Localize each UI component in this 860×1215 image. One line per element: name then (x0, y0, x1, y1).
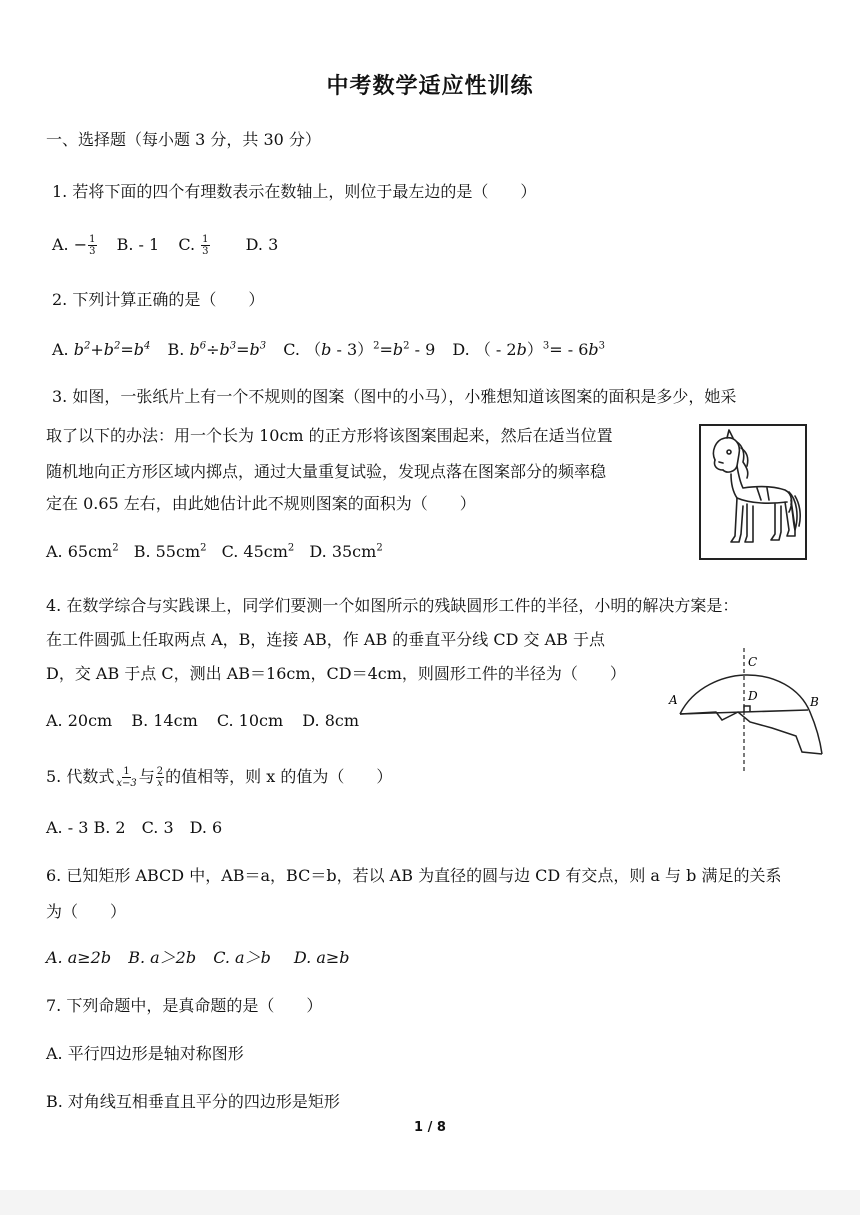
question-6-line-2: 为（ ） (46, 902, 127, 921)
question-1-stem: 1. 若将下面的四个有理数表示在数轴上，则位于最左边的是（ ） (52, 182, 537, 201)
q2-option-c-expr: $(b - 3)^2=b^2 - 9$ (305, 340, 436, 359)
q6-option-d: D. a≥b (293, 948, 350, 967)
q2-option-d-expr: （ - $2b)^3= - 6b^3$ (474, 340, 606, 359)
q6-option-a: A. a≥2b (46, 948, 112, 967)
q5-f1-numerator: 1 (123, 766, 130, 777)
question-6-options (46, 948, 350, 968)
question-4-line-3: D，交 AB 于点 C，测出 AB＝16cm，CD＝4cm，则圆形工件的半径为（ ） (46, 664, 626, 683)
q5-f1-denominator: x−3 (116, 778, 137, 789)
label-b: B (810, 695, 819, 709)
q5-fraction-2 (156, 766, 164, 789)
label-d: D (748, 689, 758, 703)
question-5-options: A. - 3 B. 2 C. 3 D. 6 (46, 818, 223, 837)
q1-option-c-label: C. (178, 235, 196, 254)
q2-option-a-label: A. (52, 340, 69, 359)
question-3-line-4: 定在 0.65 左右，由此她估计此不规则图案的面积为（ ） (46, 494, 476, 513)
question-6-line-1: 6. 已知矩形 ABCD 中，AB＝a，BC＝b，若以 AB 为直径的圆与边 CD 有交点，则 a 与 b 满足的关系 (46, 866, 782, 885)
question-2-stem: 2. 下列计算正确的是（ ） (52, 290, 265, 309)
q1-option-b: B. - 1 (116, 235, 160, 254)
q3-option-d: D. 35cm (309, 542, 377, 561)
broken-circle-figure (664, 640, 836, 780)
question-4-line-1: 4. 在数学综合与实践课上，同学们要测一个如图所示的残缺圆形工件的半径，小明的解决方案是： (46, 596, 739, 615)
question-3-line-3: 随机地向正方形区域内掷点，通过大量重复试验，发现点落在图案部分的频率稳 (46, 462, 607, 481)
q4-option-b: B. 14cm (131, 711, 198, 730)
q1-option-a-fraction (88, 234, 96, 257)
q2-option-d-label: D. (452, 340, 470, 359)
q6-option-b: B. a＞2b (128, 948, 197, 967)
question-7-stem: 7. 下列命题中，是真命题的是（ ） (46, 996, 323, 1015)
question-3-line-1: 3. 如图，一张纸片上有一个不规则的图案（图中的小马），小雅想知道该图案的面积是多少，她采 (52, 387, 737, 406)
q5-prefix: 5. 代数式 (46, 767, 115, 786)
q3-c-superscript: 2 (287, 542, 295, 554)
question-5-stem (46, 764, 392, 790)
question-3-options (46, 542, 383, 562)
question-1-options (52, 234, 278, 257)
q5-suffix: 的值相等，则 x 的值为（ ） (165, 767, 393, 786)
question-4-options (46, 711, 359, 731)
label-a: A (669, 693, 678, 707)
page-number: 1 / 8 (414, 1120, 446, 1135)
broken-circle-diagram (664, 640, 836, 780)
page-title: 中考数学适应性训练 (326, 73, 534, 99)
q4-option-c: C. 10cm (216, 711, 284, 730)
q2-option-c-label: C. (283, 340, 300, 359)
q5-f2-denominator: x (157, 778, 163, 789)
section-heading: 一、选择题（每小题 3 分，共 30 分） (46, 130, 321, 149)
question-2-options (52, 340, 605, 360)
q3-option-a: A. 65cm (46, 542, 113, 561)
q2-option-b-expr: $b^6\div b^3=b^3$ (189, 340, 267, 359)
q5-f2-numerator: 2 (156, 766, 164, 777)
q3-option-c: C. 45cm (221, 542, 288, 561)
q1-option-c-fraction (201, 234, 209, 257)
question-7-option-a: A. 平行四边形是轴对称图形 (46, 1044, 244, 1063)
q6-option-c: C. a＞b (213, 948, 271, 967)
q5-fraction-1 (115, 766, 137, 789)
q5-middle: 与 (138, 767, 155, 786)
page-bottom-margin (0, 1190, 860, 1215)
q4-option-d: D. 8cm (302, 711, 360, 730)
q2-option-a-expr: $b^2+b^2=b^4$ (73, 340, 151, 359)
q3-option-b: B. 55cm (133, 542, 201, 561)
horse-drawing (701, 426, 805, 558)
q1-option-a-label: A. (52, 235, 69, 254)
q1-a-denominator: 3 (89, 246, 96, 257)
q2-option-b-label: B. (167, 340, 185, 359)
q3-b-superscript: 2 (200, 542, 207, 554)
q3-d-superscript: 2 (376, 542, 383, 554)
q1-option-d: D. 3 (245, 235, 279, 254)
q1-option-a-sign: − (73, 235, 88, 254)
q1-c-numerator: 1 (202, 234, 209, 245)
question-7-option-b: B. 对角线互相垂直且平分的四边形是矩形 (46, 1092, 340, 1111)
q1-a-numerator: 1 (89, 234, 96, 245)
q3-a-superscript: 2 (112, 542, 119, 554)
q4-option-a: A. 20cm (46, 711, 113, 730)
question-3-line-2: 取了以下的办法：用一个长为 10cm 的正方形将该图案围起来，然后在适当位置 (46, 426, 613, 445)
question-4-line-2: 在工件圆弧上任取两点 A，B，连接 AB，作 AB 的垂直平分线 CD 交 AB 于点 (46, 630, 606, 649)
q1-c-denominator: 3 (202, 246, 209, 257)
label-c: C (748, 655, 758, 669)
horse-figure (699, 424, 807, 560)
